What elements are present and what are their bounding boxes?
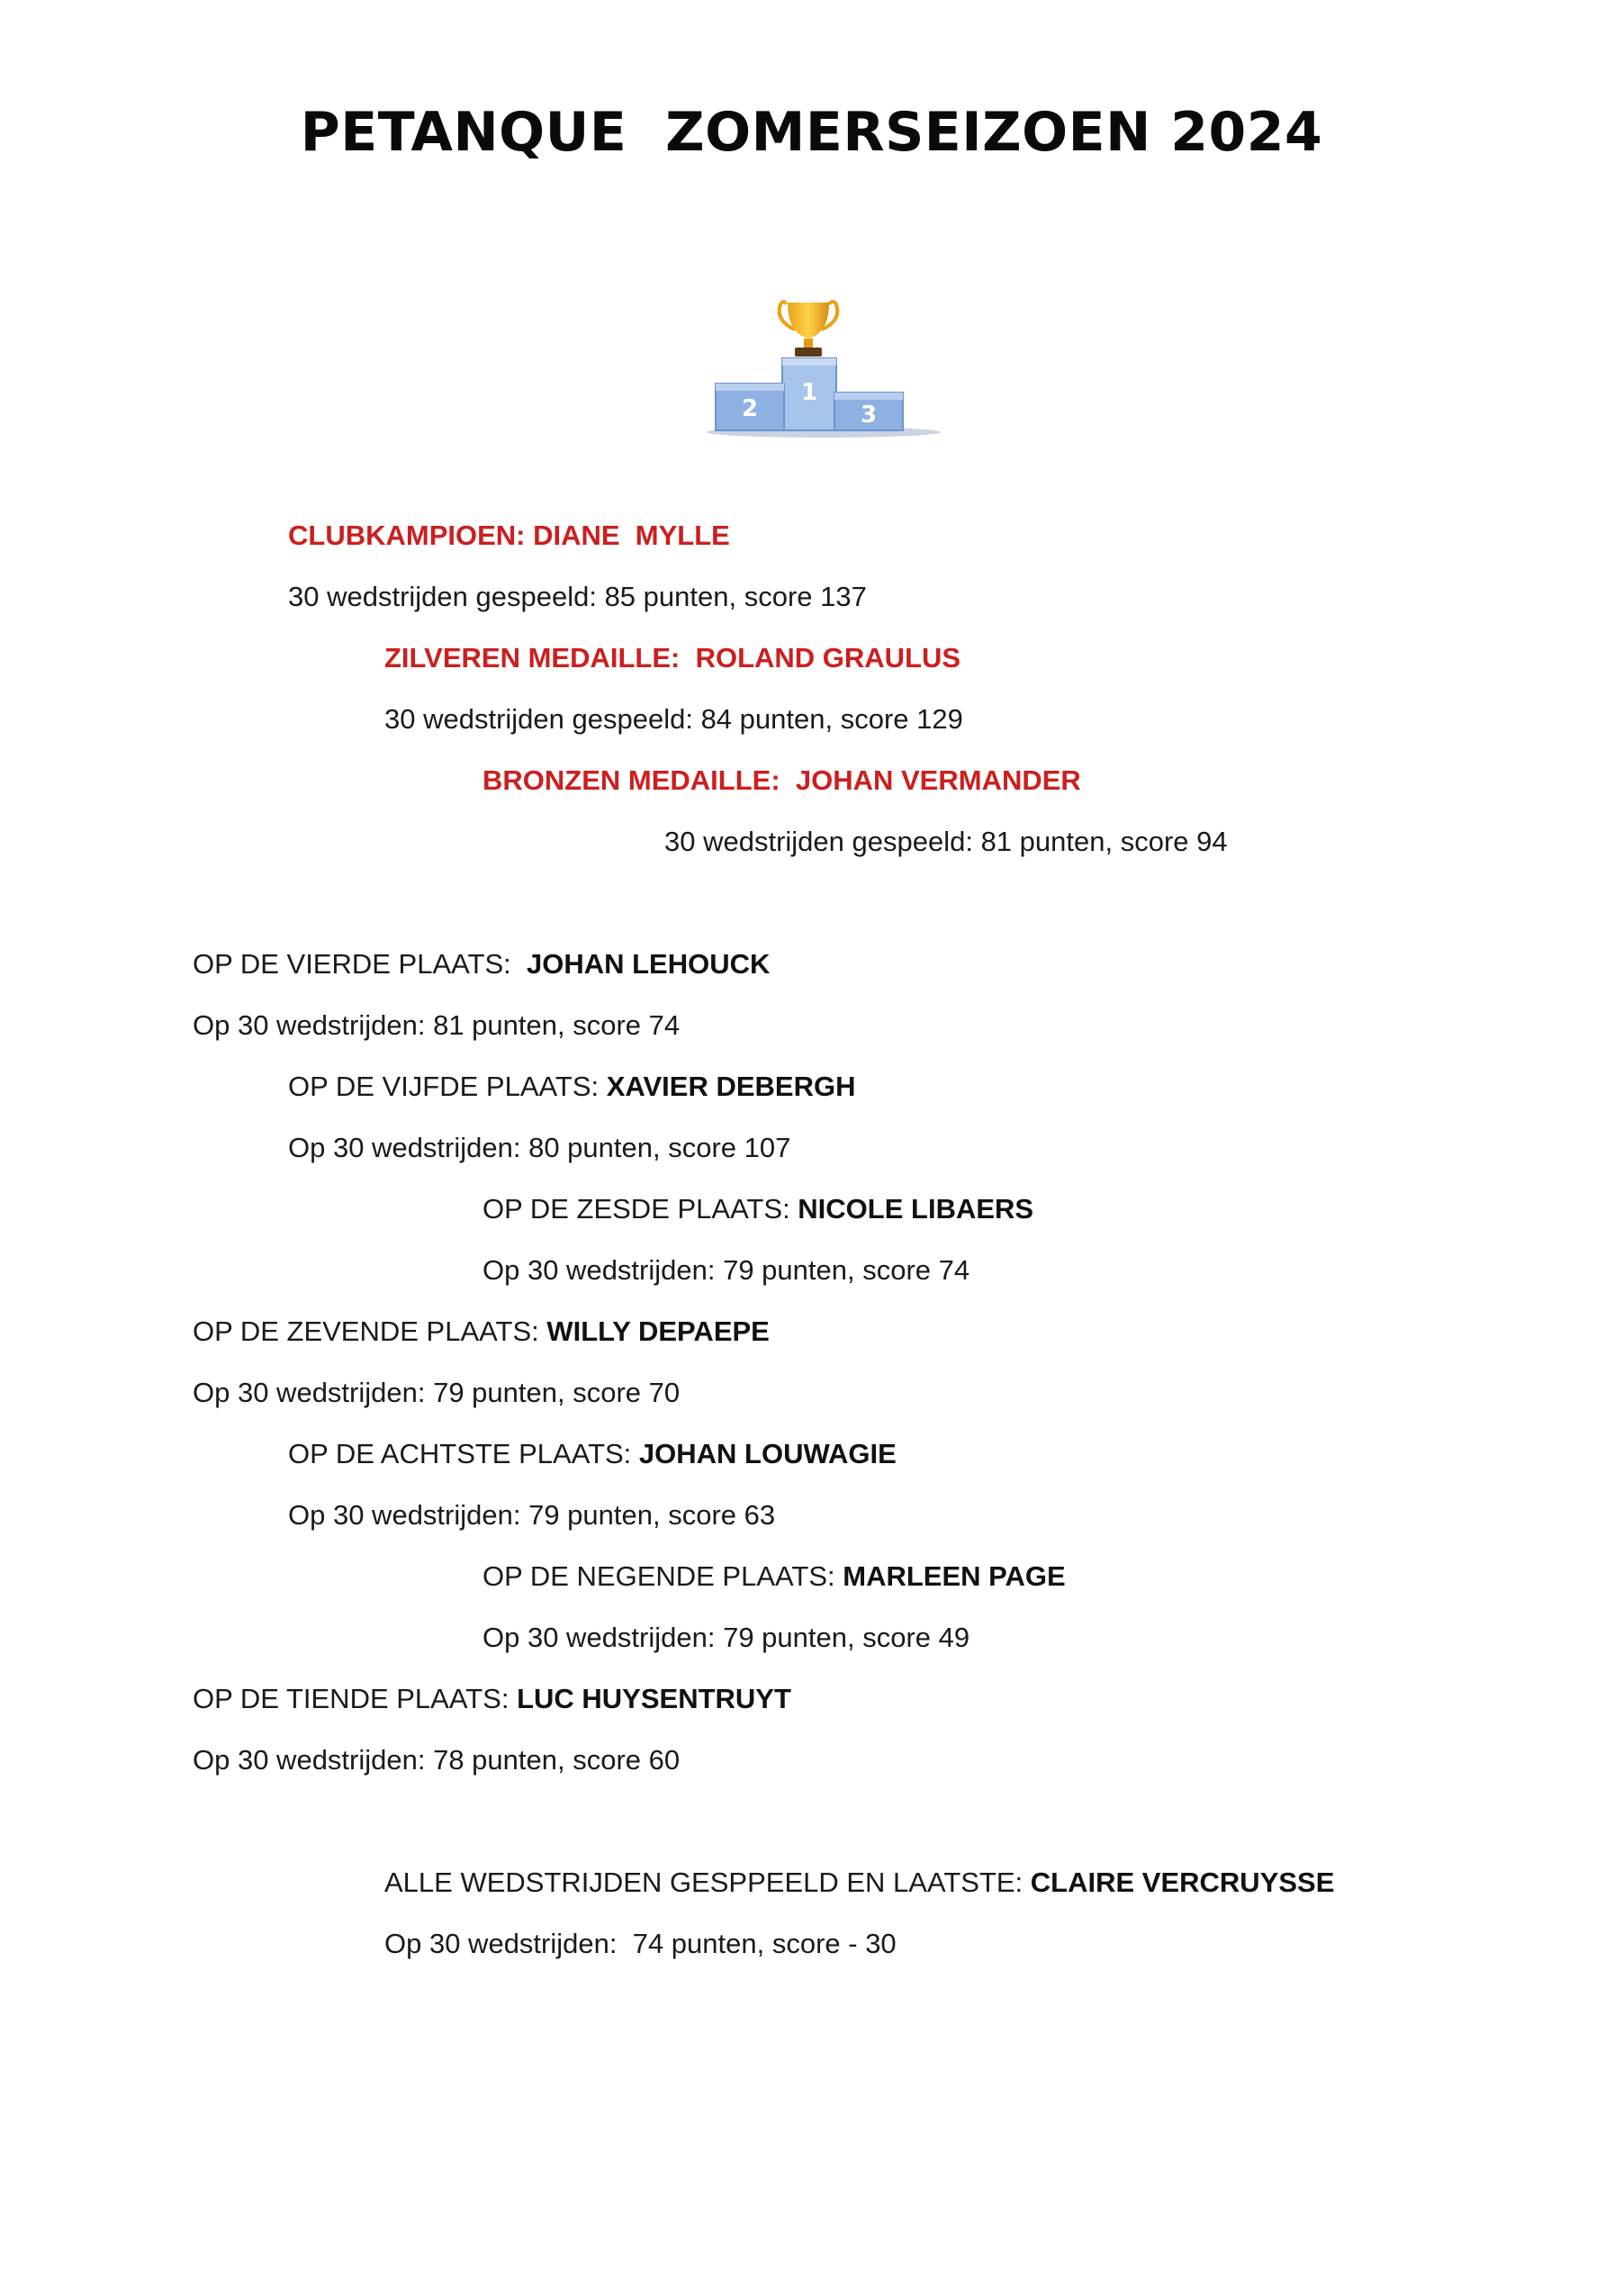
page-title: PETANQUE ZOMERSEIZOEN 2024: [300, 101, 1323, 164]
place-4-name: JOHAN LEHOUCK: [526, 948, 771, 980]
place-4-prefix: OP DE VIERDE PLAATS:: [193, 948, 527, 980]
place-9-detail: Op 30 wedstrijden: 79 punten, score 49: [482, 1622, 970, 1653]
place-5-prefix: OP DE VIJFDE PLAATS:: [288, 1071, 607, 1102]
place-9-name: MARLEEN PAGE: [843, 1560, 1066, 1592]
place-6-name: NICOLE LIBAERS: [798, 1193, 1034, 1225]
place-8-prefix: OP DE ACHTSTE PLAATS:: [288, 1438, 639, 1469]
last-place-heading: [384, 1865, 1334, 1901]
last-place-detail: Op 30 wedstrijden: 74 punten, score - 30: [384, 1928, 897, 1959]
bronze-detail: 30 wedstrijden gespeeld: 81 punten, score 94: [664, 826, 1228, 857]
bronze-label: BRONZEN MEDAILLE: JOHAN VERMANDER: [482, 764, 1081, 796]
place-10-prefix: OP DE TIENDE PLAATS:: [193, 1683, 518, 1714]
place-10-name: LUC HUYSENTRUYT: [517, 1683, 791, 1714]
champion-detail: 30 wedstrijden gespeeld: 85 punten, score 137: [288, 581, 867, 612]
place-8-detail: Op 30 wedstrijden: 79 punten, score 63: [288, 1499, 776, 1531]
place-5-heading: [288, 1069, 855, 1105]
place-7-prefix: OP DE ZEVENDE PLAATS:: [193, 1315, 547, 1347]
place-5-name: XAVIER DEBERGH: [606, 1071, 856, 1102]
place-7-name: WILLY DEPAEPE: [546, 1315, 770, 1347]
place-7-detail: Op 30 wedstrijden: 79 punten, score 70: [193, 1377, 681, 1408]
silver-detail: 30 wedstrijden gespeeld: 84 punten, score 129: [384, 703, 963, 735]
place-9-prefix: OP DE NEGENDE PLAATS:: [482, 1560, 843, 1592]
place-7-heading: [193, 1314, 770, 1350]
place-5-detail: Op 30 wedstrijden: 80 punten, score 107: [288, 1132, 791, 1163]
podium-place-1: 1: [800, 379, 818, 406]
place-10-detail: Op 30 wedstrijden: 78 punten, score 60: [193, 1744, 681, 1776]
place-9-heading: [482, 1559, 1066, 1595]
podium-place-2: 2: [741, 395, 759, 422]
silver-label: ZILVEREN MEDAILLE: ROLAND GRAULUS: [384, 642, 961, 673]
place-6-heading: [482, 1191, 1033, 1227]
last-place-name: CLAIRE VERCRUYSSE: [1030, 1867, 1335, 1898]
trophy-podium-icon: [698, 297, 950, 450]
podium-place-3: 3: [860, 402, 878, 429]
place-6-prefix: OP DE ZESDE PLAATS:: [482, 1193, 798, 1225]
place-8-heading: [288, 1436, 897, 1472]
champion-label: CLUBKAMPIOEN: DIANE MYLLE: [288, 520, 730, 551]
place-6-detail: Op 30 wedstrijden: 79 punten, score 74: [482, 1254, 970, 1286]
place-10-heading: [193, 1681, 791, 1717]
place-4-detail: Op 30 wedstrijden: 81 punten, score 74: [193, 1009, 681, 1041]
place-8-name: JOHAN LOUWAGIE: [638, 1438, 897, 1469]
last-place-prefix: ALLE WEDSTRIJDEN GESPPEELD EN LAATSTE:: [384, 1867, 1031, 1898]
place-4-heading: [193, 946, 770, 982]
